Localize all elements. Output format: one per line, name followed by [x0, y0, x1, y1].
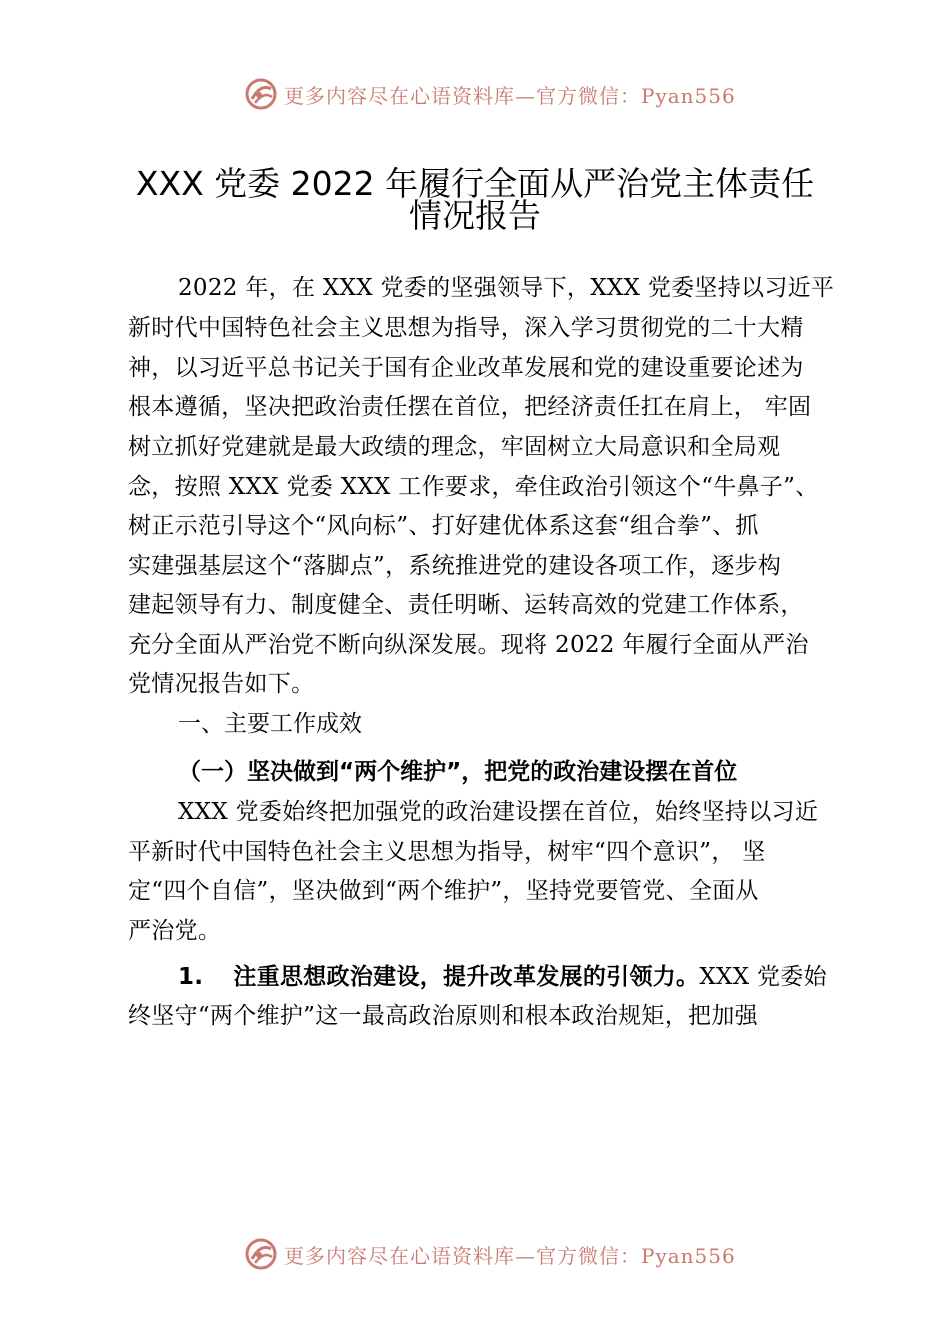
item-text: XXX 党委始 [699, 964, 827, 990]
paragraph-line: 根本遵循，坚决把政治责任摆在首位，把经济责任扛在肩上， 牢固 [128, 394, 812, 420]
paragraph-line: 充分全面从严治党不断向纵深发展。现将 2022 年履行全面从严治 [128, 632, 809, 658]
banner-text: 更多内容尽在心语资料库—官方微信：Pyan556 [284, 1243, 736, 1268]
brand-logo-icon [244, 77, 278, 111]
paragraph-line: 建起领导有力、制度健全、责任明晰、运转高效的党建工作体系， [128, 592, 804, 618]
item-heading: 注重思想政治建设，提升改革发展的引领力。 [233, 964, 700, 990]
paragraph-line: 神，以习近平总书记关于国有企业改革发展和党的建设重要论述为 [128, 355, 804, 381]
document-title-line-2: 情况报告 [409, 196, 541, 235]
footer-banner [244, 1234, 736, 1274]
document-title-line-1: XXX 党委 2022 年履行全面从严治党主体责任 [135, 164, 815, 203]
paragraph-line: 实建强基层这个“落脚点”，系统推进党的建设各项工作，逐步构 [128, 553, 782, 579]
paragraph-line: 平新时代中国特色社会主义思想为指导，树牢“四个意识”， 坚 [128, 839, 766, 865]
paragraph-line: 定“四个自信”，坚决做到“两个维护”，坚持党要管党、全面从 [128, 878, 759, 904]
paragraph-line: 新时代中国特色社会主义思想为指导，深入学习贯彻党的二十大精 [128, 315, 804, 341]
banner-text: 更多内容尽在心语资料库—官方微信：Pyan556 [284, 83, 736, 108]
item-number: 1. [178, 964, 204, 990]
item-line [178, 962, 827, 992]
paragraph-line: 终坚守“两个维护”这一最高政治原则和根本政治规矩，把加强 [128, 1003, 758, 1029]
paragraph-line: 念，按照 XXX 党委 XXX 工作要求，牵住政治引领这个“牛鼻子”、 [128, 474, 819, 500]
paragraph-line: XXX 党委始终把加强党的政治建设摆在首位，始终坚持以习近 [178, 799, 819, 825]
paragraph-line: 严治党。 [128, 918, 222, 944]
section-heading: 一、主要工作成效 [178, 711, 362, 737]
paragraph-line: 树正示范引导这个“风向标”、打好建优体系这套“组合拳”、抓 [128, 513, 759, 539]
brand-logo-icon [244, 1237, 278, 1271]
paragraph-line: 党情况报告如下。 [128, 671, 315, 697]
paragraph-line: 树立抓好党建就是最大政绩的理念，牢固树立大局意识和全局观 [128, 434, 781, 460]
header-banner [244, 74, 736, 114]
paragraph-line: 2022 年，在 XXX 党委的坚强领导下，XXX 党委坚持以习近平 [178, 275, 835, 301]
subsection-heading: （一）坚决做到“两个维护”，把党的政治建设摆在首位 [178, 759, 738, 785]
